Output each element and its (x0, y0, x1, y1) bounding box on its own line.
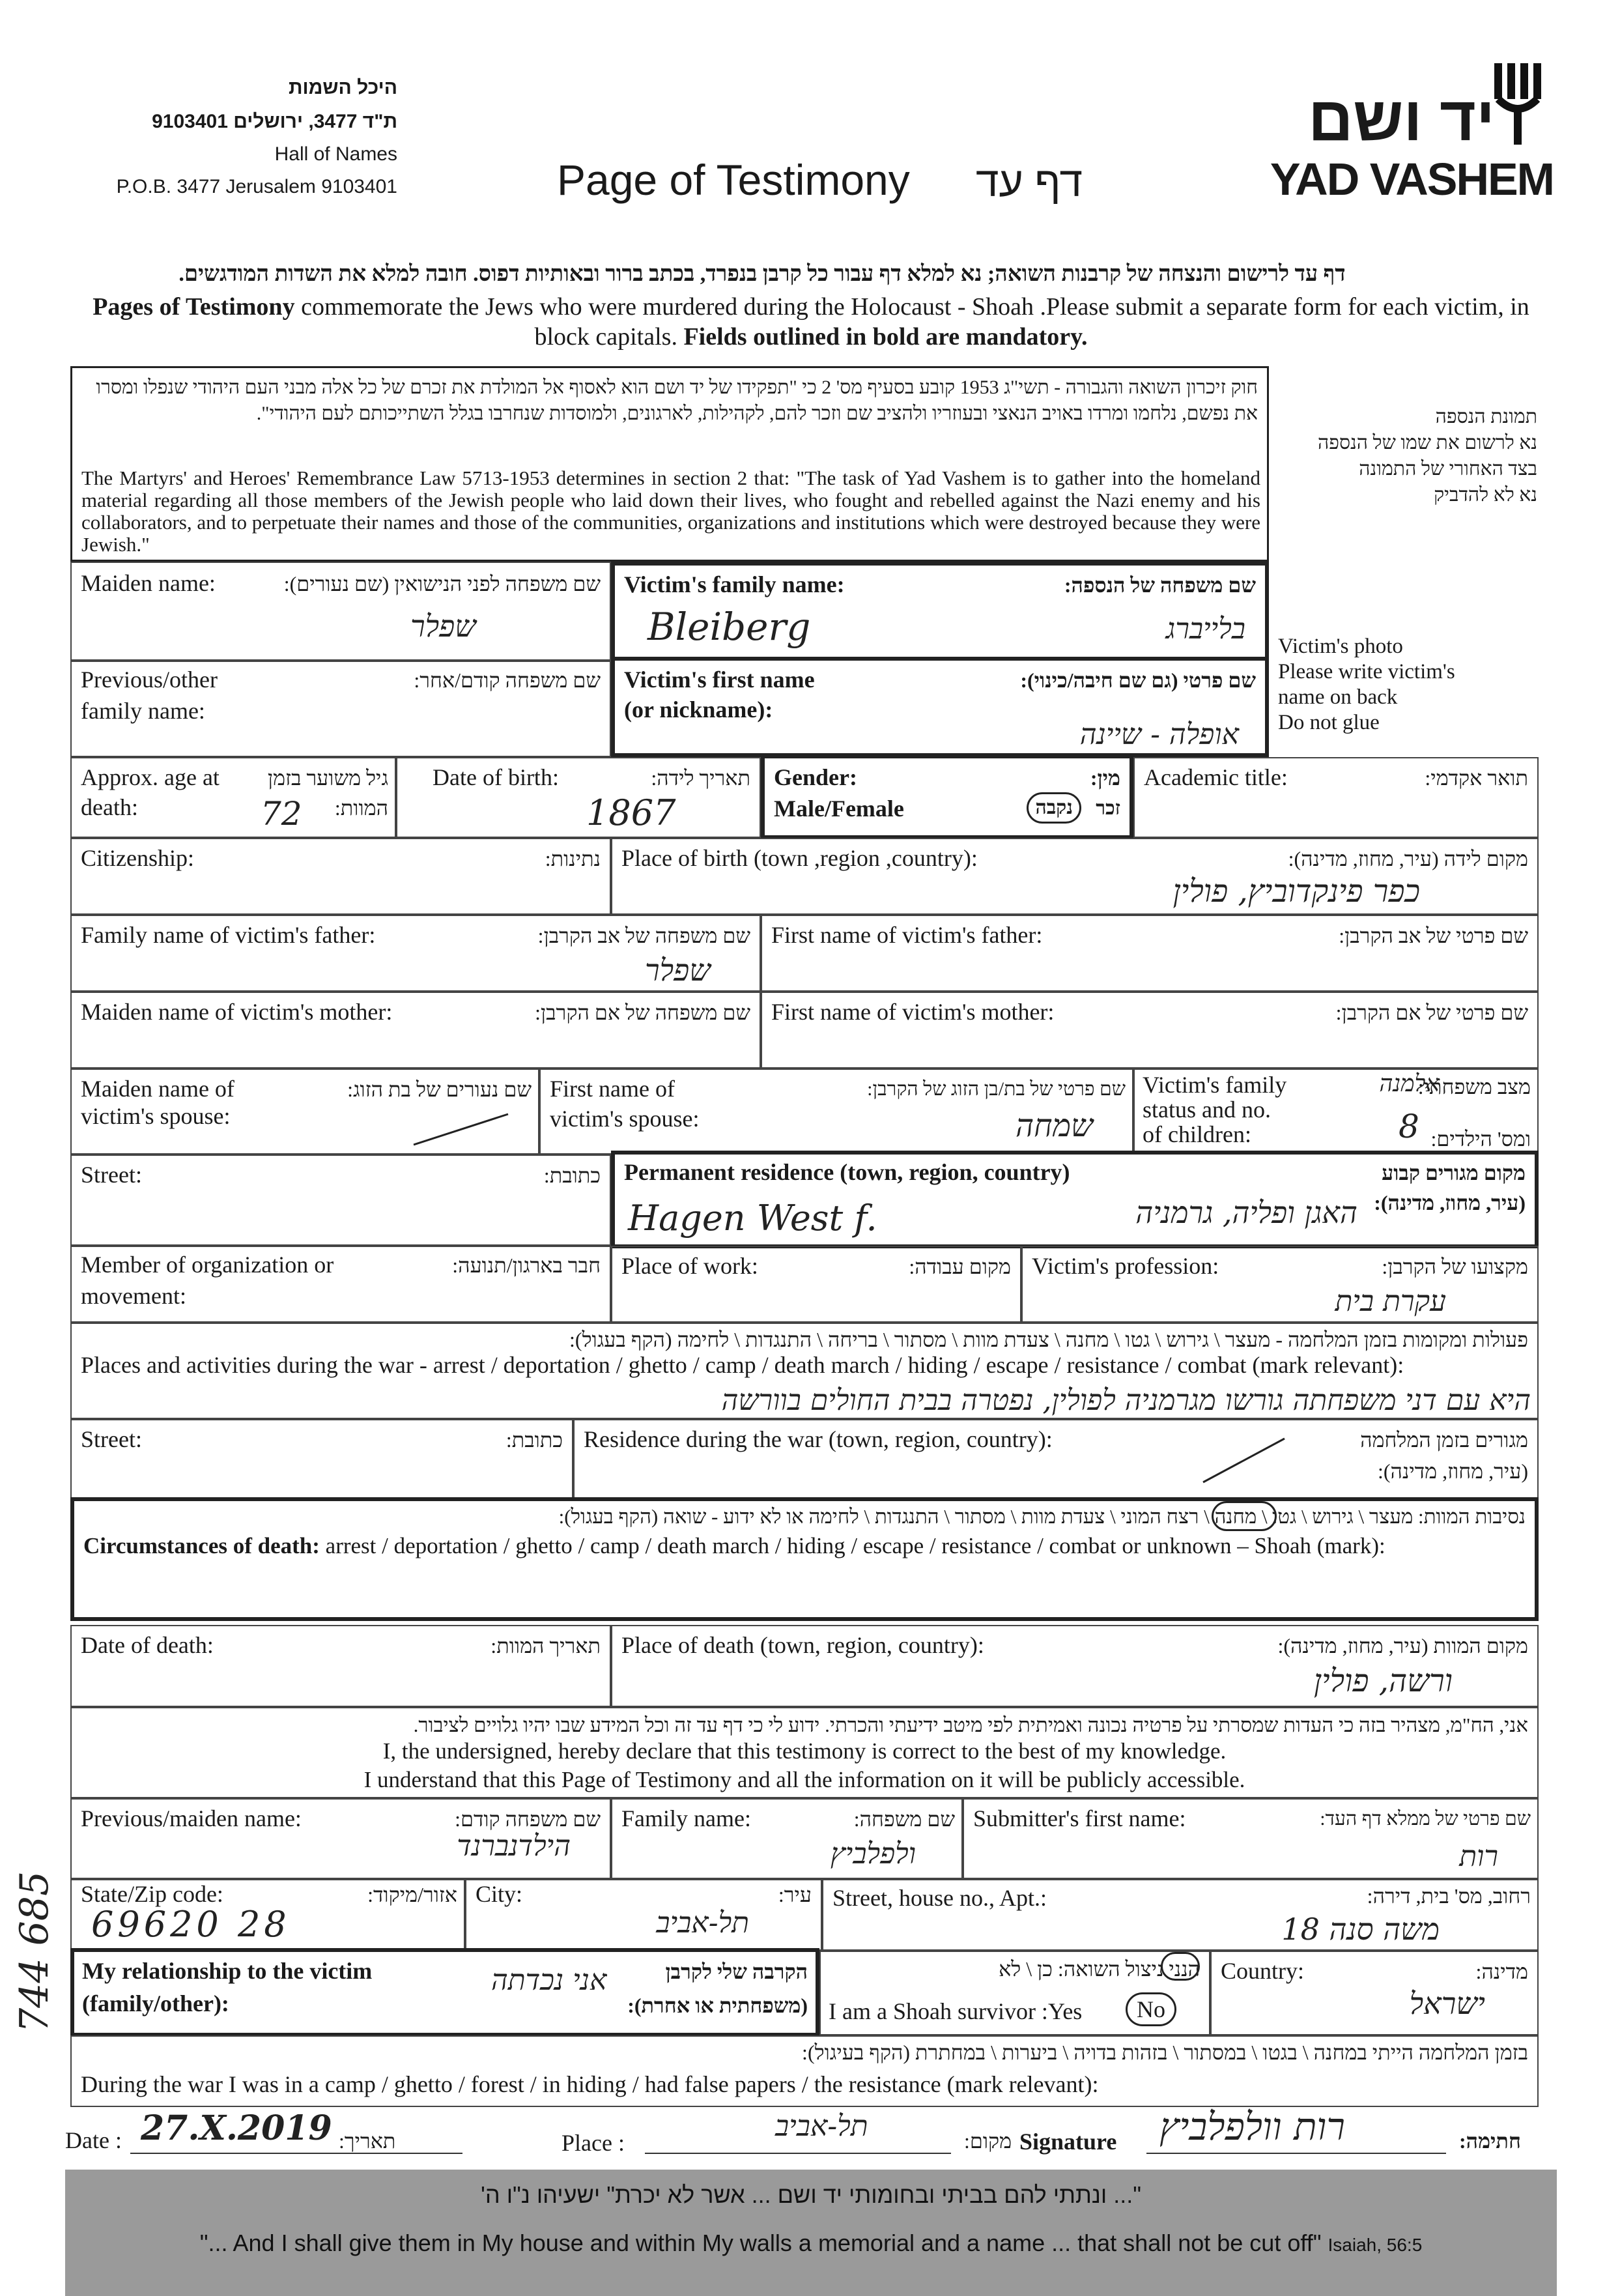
submitter-war-cell[interactable] (70, 2035, 1539, 2107)
submitter-war-label: During the war I was in a camp / ghetto / forest / in hiding / had false papers / the resistance (mark relevant): (81, 2071, 1099, 2097)
relationship-label-heb-1: הקרבה שלי לקרבן (665, 1960, 808, 1983)
submitter-first-value: רות (1459, 1840, 1498, 1873)
submitter-first-label: Submitter's first name: (973, 1805, 1186, 1831)
declaration-en-2: I understand that this Page of Testimony and all the information on it will be publicly accessible. (363, 1767, 1245, 1792)
relationship-cell[interactable] (70, 1948, 819, 2037)
age-cell[interactable] (70, 757, 396, 838)
submitter-war-label-heb: בזמן המלחמה הייתי במחנה \ בגטו \ במסתור \ בזהות בדויה \ ביערות \ במחתרת (הקף בעיגול): (802, 2041, 1528, 2064)
street-cell[interactable] (70, 1155, 611, 1246)
logo-heb: יד ושם (1308, 84, 1495, 154)
declaration (70, 1707, 1539, 1798)
pob-label: Place of birth (town ,region ,country): (621, 845, 978, 871)
quote-banner (65, 2170, 1557, 2296)
date-of-death-cell[interactable] (70, 1625, 611, 1707)
work-label: Place of work: (621, 1253, 758, 1279)
photo-en-2: Please write victim's (1278, 660, 1455, 683)
pod-label: Place of death (town, region, country): (621, 1632, 984, 1658)
date-label: Date : (65, 2127, 122, 2153)
spouse-maiden-cell[interactable] (70, 1069, 539, 1155)
submitter-prev-cell[interactable] (70, 1798, 611, 1879)
photo-en-4: Do not glue (1278, 711, 1380, 734)
street-war-label-heb: כתובת: (505, 1428, 563, 1452)
gender-female-heb-circled[interactable]: נקבה (1027, 792, 1081, 824)
date-value: 27.X.2019 (141, 2108, 332, 2148)
first-label-2: (or nickname): (624, 696, 773, 723)
first-value: אופלה - שיינה (1079, 718, 1239, 751)
war-residence-label-heb-1: מגורים בזמן המלחמה (1360, 1428, 1528, 1452)
mother-maiden-label-heb: שם משפחה של אם הקרבן: (535, 1001, 750, 1024)
academic-cell[interactable] (1133, 757, 1539, 838)
law-box (70, 366, 1269, 562)
citizenship-label: Citizenship: (81, 845, 194, 871)
permanent-residence-cell[interactable] (611, 1151, 1539, 1248)
residence-label: Permanent residence (town, region, country) (624, 1159, 1070, 1185)
survivor-no-heb-circle (1161, 1952, 1200, 1981)
spouse-first-label-heb: שם פרטי של בת/בן הזוג של הקרבן: (867, 1078, 1126, 1100)
survivor-no-option[interactable]: No (1126, 1992, 1176, 2026)
gender-male-heb[interactable]: זכר (1096, 797, 1120, 819)
country-value: ישראל (1409, 1986, 1485, 2021)
signature-line (1146, 2153, 1446, 2154)
circumstances-label-text: arrest / deportation / ghetto / camp / death march / hiding / escape / resistance / combat or unknown – Shoah (mark): (319, 1533, 1386, 1558)
street-label-heb: כתובת: (543, 1164, 601, 1187)
citizenship-cell[interactable] (70, 838, 611, 915)
activities-value: היא עם דני משפחתה גורשו מגרמניה לפולין, נפטרה בבית החולים בוורשה (721, 1384, 1531, 1417)
maiden-name-cell[interactable] (70, 562, 611, 661)
maiden-label-heb: שם משפחה לפני הנישואין (שם נעורים): (283, 572, 601, 596)
date-line (130, 2153, 462, 2154)
intro-en-bold: Pages of Testimony (92, 293, 295, 321)
father-family-label-heb: שם משפחה של אב הקרבן: (537, 924, 750, 947)
mother-maiden-cell[interactable] (70, 992, 761, 1069)
profession-cell[interactable] (1021, 1246, 1539, 1323)
previous-label-1: Previous/other (81, 667, 218, 693)
dod-label: Date of death: (81, 1632, 214, 1658)
photo-heb-1: תמונת הנספה (1435, 406, 1537, 427)
signature-label-heb: חתימה: (1459, 2129, 1521, 2153)
dob-cell[interactable] (396, 757, 761, 838)
photo-en-1: Victim's photo (1278, 635, 1403, 658)
family-label: Victim's family name: (624, 571, 845, 597)
status-label-3: of children: (1143, 1121, 1251, 1147)
relationship-label-1: My relationship to the victim (82, 1958, 373, 1984)
deportation-circle-mark (1212, 1501, 1277, 1531)
city-label-heb: עיר: (778, 1883, 812, 1906)
citizenship-label-heb: נתינות: (545, 847, 601, 870)
city-cell[interactable] (465, 1879, 822, 1951)
pod-value: ורשה, פולין (1313, 1663, 1453, 1699)
circumstances-label-heb: נסיבות המוות: מעצר \ גירוש \ גטו \ מחנה \ רצח המוני \ צעדת מוות \ מסתור \ התנגדות \ לחימה או לא ידוע - שואה (הקף בעגול): (558, 1505, 1526, 1528)
father-family-value: שפלר (645, 953, 711, 988)
spouse-maiden-label-2: victim's spouse: (81, 1103, 231, 1129)
family-value-heb: בלייברג (1165, 612, 1245, 646)
submitter-family-value: ולפלביץ (830, 1837, 916, 1871)
profession-label-heb: מקצועו של הקרבן: (1382, 1255, 1528, 1278)
hall-en: Hall of Names (274, 143, 397, 165)
street-war-cell[interactable] (70, 1419, 573, 1499)
father-first-label-heb: שם פרטי של אב הקרבן: (1339, 924, 1528, 947)
profession-value: עקרת בית (1335, 1285, 1446, 1318)
work-label-heb: מקום עבודה: (909, 1255, 1011, 1278)
submitter-street-label-heb: רחוב, מס' בית, דירה: (1367, 1884, 1531, 1908)
mother-first-label: First name of victim's mother: (771, 999, 1055, 1025)
first-name-cell[interactable] (611, 657, 1269, 757)
father-first-label: First name of victim's father: (771, 922, 1043, 948)
intro-en-text: commemorate the Jews who were murdered during the Holocaust - Shoah .Please submit a separate form for each victim, in block capitals. (294, 293, 1529, 351)
intro-heb: דף עד לרישום והנצחה של קרבנות השואה; נא למלא דף עבור כל קרבן בנפרד, בכתב ברור ובאותיות דפוס. חובה למלא את השדות המודגשים. (178, 262, 1346, 286)
mother-maiden-label: Maiden name of victim's mother: (81, 999, 393, 1025)
country-label: Country: (1221, 1958, 1305, 1984)
maiden-label: Maiden name: (81, 570, 216, 596)
father-family-cell[interactable] (70, 915, 761, 992)
declaration-en-1: I, the undersigned, hereby declare that this testimony is correct to the best of my knowledge. (382, 1738, 1227, 1764)
relationship-value: אני נכדתה (491, 1964, 607, 1997)
status-label-2: status and no. (1143, 1097, 1271, 1123)
pob-heb: ת"ד 3477, ירושלים 9103401 (152, 111, 397, 132)
submitter-first-cell[interactable] (963, 1798, 1539, 1879)
family-status-cell[interactable] (1133, 1069, 1539, 1155)
submitter-prev-label: Previous/maiden name: (81, 1805, 302, 1831)
relationship-label-2: (family/other): (82, 1990, 229, 2016)
member-cell[interactable] (70, 1246, 611, 1323)
gender-label-2: Male/Female (774, 796, 904, 822)
submitter-street-label: Street, house no., Apt.: (832, 1885, 1047, 1911)
status-label-heb-3: ומס' הילדים: (1430, 1127, 1531, 1151)
signature-label: Signature (1019, 2129, 1117, 2155)
age-label-1: Approx. age at (81, 764, 220, 790)
dob-label: Date of birth: (433, 764, 559, 790)
age-label-2: death: (81, 794, 138, 820)
profession-label: Victim's profession: (1032, 1253, 1219, 1279)
photo-heb-4: נא לא להדביק (1434, 484, 1537, 506)
law-heb: חוק זיכרון השואה והגבורה - תשי"ג 1953 קובע בסעיף מס' 2 כי "תפקידו של יד ושם הוא לאסוף אל המולדת את זכרם של כל אלה מבני העם היהודי שנפלו ומסרו את נפשם, נלחמו ומרדו באויב הנאצי ובעוזריו ולהציב שם וזכר להם, לקהילות, לארגונים, ולמוסדות שנחרבו בגלל השתייכותם לעם היהודי". (96, 377, 1258, 424)
gender-label-heb: מין: (1090, 766, 1120, 790)
page-title: Page of Testimony (557, 156, 910, 204)
work-cell[interactable] (611, 1246, 1021, 1323)
dod-label-heb: תאריך המוות: (490, 1634, 601, 1657)
quote-heb: "... ונתתי להם בביתי ובחומותי יד ושם ... אשר לא יכרת" ישעיהו נ"ו ה' (481, 2181, 1141, 2208)
city-label: City: (476, 1881, 523, 1907)
family-label-heb: שם משפחה של הנספה: (1064, 573, 1256, 597)
quote-en-text: "... And I shall give them in My house and within My walls a memorial and a name ... that shall not be cut off" (199, 2230, 1322, 2256)
submitter-prev-label-heb: שם משפחה קודם: (455, 1807, 601, 1831)
pob-label-heb: מקום לידה (עיר, מחוז, מדינה): (1288, 847, 1528, 870)
member-label-2: movement: (81, 1283, 186, 1309)
children-value: 8 (1399, 1108, 1419, 1145)
submitter-prev-value: הילדנברנד (457, 1830, 571, 1863)
first-label-heb: שם פרטי (גם שם חיבה/כינוי): (1020, 668, 1256, 692)
circumstances-label-bold: Circumstances of death: (83, 1533, 320, 1558)
dob-label-heb: תאריך לידה: (651, 766, 750, 790)
place-of-birth-cell[interactable] (611, 838, 1539, 915)
academic-label: Academic title: (1144, 764, 1288, 790)
spouse-maiden-label-1: Maiden name of (81, 1076, 234, 1102)
submitter-family-label-heb: שם משפחה: (853, 1807, 955, 1831)
spouse-first-cell[interactable] (539, 1069, 1133, 1155)
photo-heb-2: נא לרשום את שמו של הנספה (1318, 432, 1537, 453)
spouse-first-value: שמחה (1016, 1108, 1093, 1144)
quote-ref: Isaiah, 56:5 (1328, 2235, 1423, 2255)
law-en: The Martyrs' and Heroes' Remembrance Law 5713-1953 determines in section 2 that: "The task of Yad Vashem is to gather into the homeland material regarding all those members of the Jewish people who laid down their lives, who fought and rebelled against the Nazi enemy and his collaborators, and to perpetuate their names and those of the communities, organizations and institutions which were destroyed because they were Jewish." (81, 466, 1260, 556)
war-residence-strike-mark (1200, 1433, 1291, 1485)
previous-label-2: family name: (81, 698, 205, 724)
maiden-value: שפלר (410, 609, 476, 644)
survivor-label: I am a Shoah survivor :Yes (829, 1998, 1083, 2024)
signature-value: רות וולפלביץ (1159, 2104, 1345, 2149)
pob-en: P.O.B. 3477 Jerusalem 9103401 (116, 176, 397, 197)
circumstances-cell[interactable] (70, 1497, 1539, 1621)
member-label-heb: חבר בארגון/תנועה: (452, 1254, 601, 1277)
pob-value: כפר פינקדוביץ, פולין (1172, 873, 1420, 910)
age-label-heb-2: המוות: (334, 796, 388, 820)
survivor-label-heb: הנני ניצול השואה: כן \ לא (999, 1957, 1200, 1981)
place-label: Place : (561, 2130, 625, 2156)
street-label: Street: (81, 1162, 142, 1188)
submitter-street-value: משה סנה 18 (1281, 1912, 1440, 1947)
place-label-heb: מקום: (964, 2129, 1012, 2153)
war-residence-label-heb-2: (עיר, מחוז, מדינה): (1378, 1459, 1528, 1483)
mother-first-cell[interactable] (761, 992, 1539, 1069)
family-value: Bleiberg (647, 605, 811, 649)
gender-label-1: Gender: (774, 764, 857, 790)
war-residence-cell[interactable] (573, 1419, 1539, 1499)
age-label-heb-1: גיל משוער בזמן (267, 766, 388, 790)
page-title-heb: דף עד (976, 158, 1083, 205)
previous-label-heb: שם משפחה קודם/אחר: (414, 668, 601, 692)
submitter-street-cell[interactable] (822, 1879, 1539, 1951)
declaration-heb: אני, הח"מ, מצהיר בזה כי העדות שמסרתי על פרטיה נכונה ואמיתית לפי מיטב ידיעתי והכרתי. ידוע לי כי דף עד זה וכל המידע שבו יהיו גלויים לציבור. (413, 1714, 1528, 1736)
place-value: תל-אביב (775, 2110, 868, 2143)
logo-en: YAD VASHEM (1270, 154, 1554, 205)
submitter-family-label: Family name: (621, 1805, 751, 1831)
member-label-1: Member of organization or (81, 1252, 334, 1278)
previous-name-cell[interactable] (70, 661, 611, 757)
spouse-maiden-strike-mark (410, 1109, 515, 1148)
zip-value: 69620 28 (91, 1904, 291, 1945)
country-cell[interactable] (1210, 1951, 1539, 2035)
father-family-label: Family name of victim's father: (81, 922, 376, 948)
intro-en (72, 292, 1550, 352)
street-war-label: Street: (81, 1426, 142, 1452)
spouse-maiden-label-heb: שם נעורים של בת הזוג: (347, 1078, 532, 1101)
hall-heb: היכל השמות (288, 77, 397, 98)
spouse-first-label-1: First name of (550, 1076, 675, 1102)
residence-label-heb-1: מקום מגורים קבוע (1382, 1161, 1526, 1184)
status-label-heb-1: מצב משפחתי: (1417, 1075, 1531, 1098)
submitter-family-cell[interactable] (611, 1798, 963, 1879)
pod-label-heb: מקום המוות (עיר, מחוז, מדינה): (1277, 1634, 1528, 1657)
photo-en-3: name on back (1278, 685, 1398, 709)
gender-cell[interactable] (761, 754, 1133, 839)
zip-label-heb: אזור/מיקוד: (367, 1883, 457, 1906)
age-value: 72 (261, 795, 302, 833)
photo-heb-3: בצד האחורי של התמונה (1359, 458, 1537, 480)
father-first-cell[interactable] (761, 915, 1539, 992)
place-line (645, 2153, 951, 2154)
academic-label-heb: תואר אקדמי: (1425, 766, 1528, 790)
intro-en-mandatory: Fields outlined in bold are mandatory. (683, 323, 1088, 351)
spouse-first-label-2: victim's spouse: (550, 1106, 700, 1132)
activities-cell[interactable] (70, 1323, 1539, 1419)
margin-handwritten-number: 744 685 (12, 1871, 57, 2033)
photo-heb (1277, 404, 1537, 508)
date-label-heb: תאריך: (339, 2129, 396, 2153)
residence-value-heb: האגן ופליה, גרמניה (1135, 1195, 1357, 1230)
zip-cell[interactable] (70, 1879, 465, 1951)
place-of-death-cell[interactable] (611, 1625, 1539, 1707)
photo-en (1278, 634, 1539, 736)
survivor-cell[interactable] (819, 1951, 1210, 2035)
circumstances-label (83, 1532, 1386, 1560)
quote-en (65, 2230, 1557, 2257)
mother-first-label-heb: שם פרטי של אם הקרבן: (1335, 1001, 1528, 1024)
first-label-1: Victim's first name (624, 667, 815, 693)
status-label-1: Victim's family (1143, 1072, 1287, 1098)
activities-label-heb: פעולות ומקומות בזמן המלחמה - מעצר \ גירוש \ גטו \ מחנה \ צעדת מוות \ מסתור \ בריחה \ התנגדות \ לחימה (הקף בעגול): (569, 1328, 1528, 1351)
dob-value: 1867 (586, 792, 676, 833)
flame-icon (1492, 60, 1550, 151)
status-value-heb: אלמנה (1379, 1070, 1440, 1097)
war-residence-label: Residence during the war (town, region, country): (584, 1426, 1053, 1452)
residence-value: Hagen West f. (628, 1198, 877, 1239)
zip-label: State/Zip code: (81, 1881, 223, 1907)
city-value: תל-אביב (656, 1906, 749, 1940)
activities-label: Places and activities during the war - arrest / deportation / ghetto / camp / death march / hiding / escape / resistance / combat (mark relevant): (81, 1352, 1404, 1378)
relationship-label-heb-2: (משפחתית או אחרת): (627, 1994, 808, 2017)
family-name-cell[interactable] (611, 562, 1269, 661)
submitter-first-label-heb: שם פרטי של ממלא דף העד: (1320, 1808, 1531, 1830)
residence-label-heb-2: (עיר, מחוז, מדינה): (1374, 1191, 1526, 1214)
country-label-heb: מדינה: (1475, 1960, 1528, 1983)
